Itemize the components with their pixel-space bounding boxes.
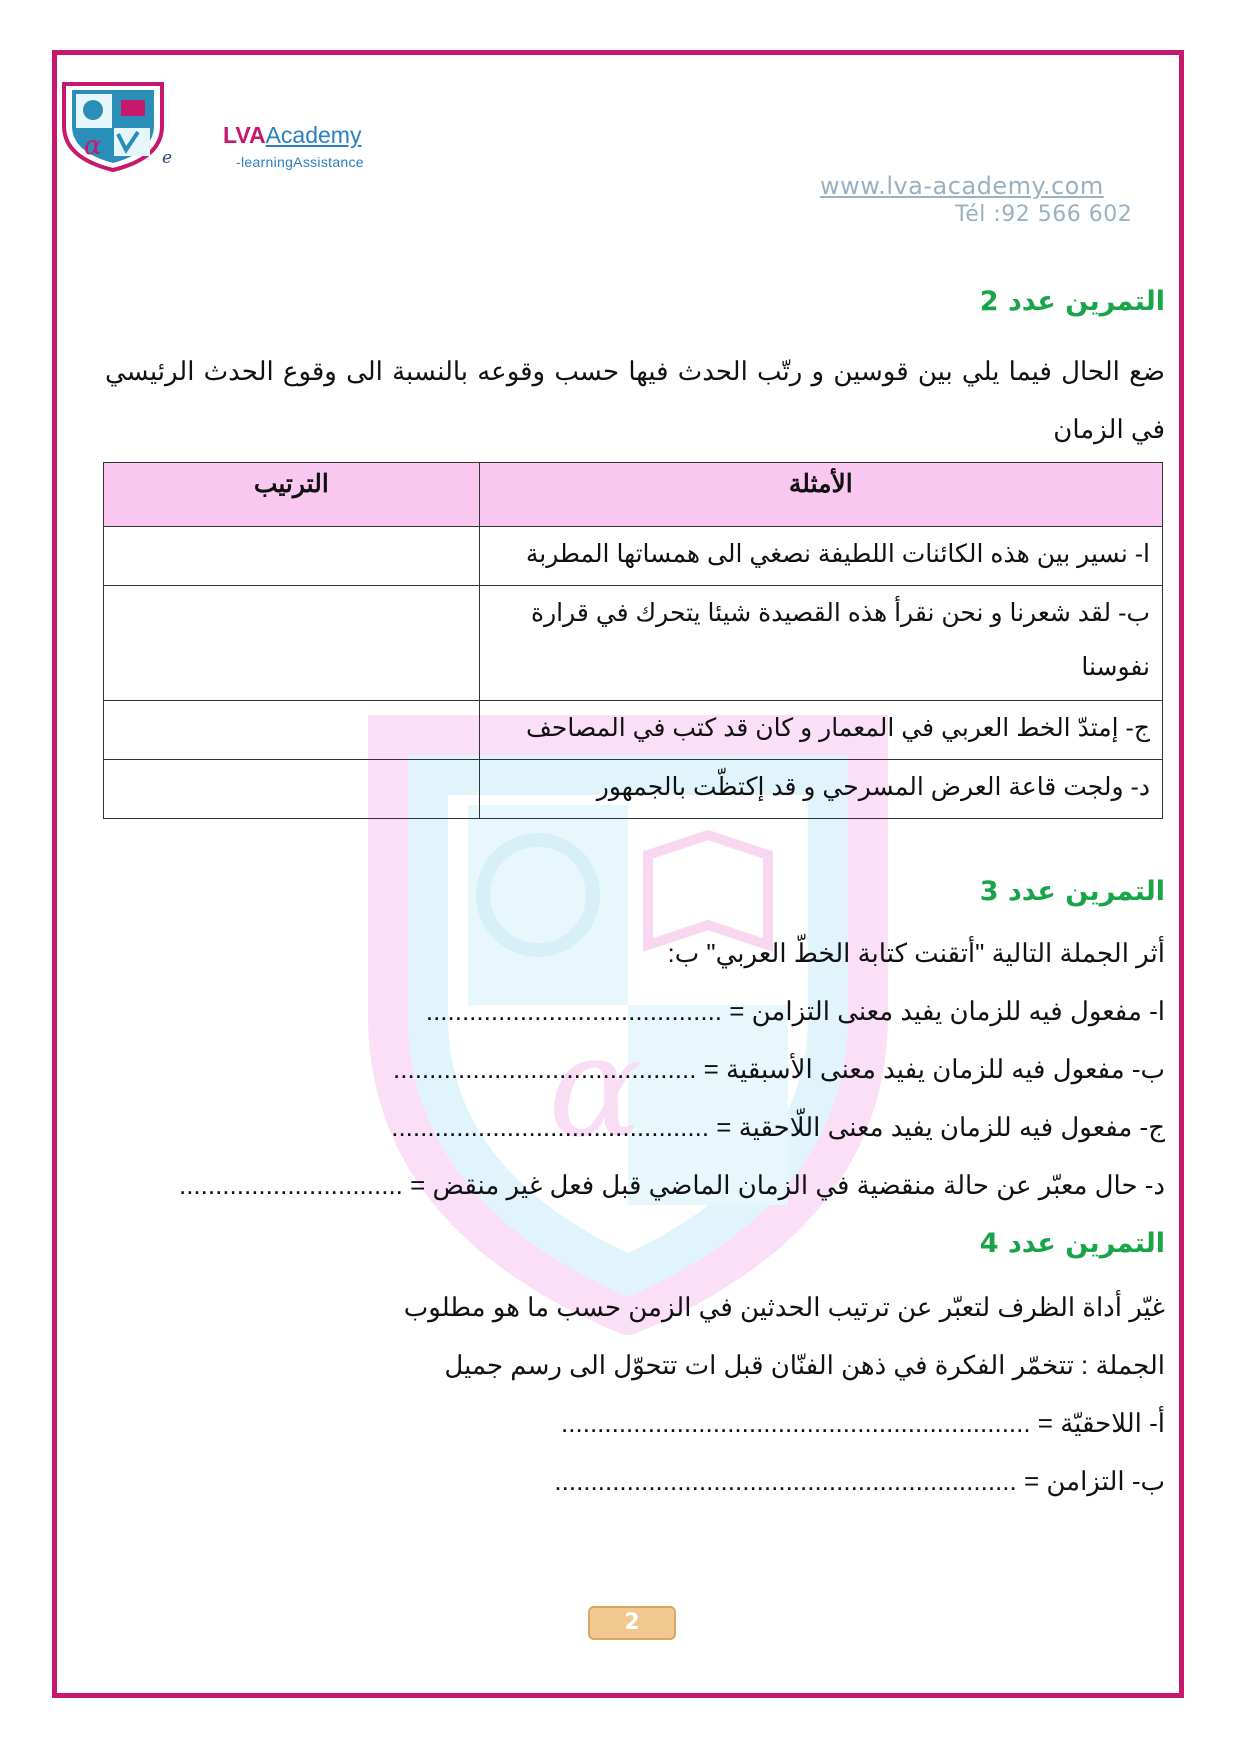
table-row xyxy=(104,527,1163,586)
example-c: ج- إمتدّ الخط العربي في المعمار و كان قد كتب في المصاحف xyxy=(526,714,1150,742)
exercise4-title: التمرين عدد 4 xyxy=(979,1228,1165,1259)
brand-lva: LVA xyxy=(223,122,266,148)
exercise4-item-a[interactable]: أ- اللاحقيّة = ................................................................. xyxy=(561,1408,1165,1438)
order-cell-d[interactable] xyxy=(104,760,480,819)
brand-subtitle: -learningAssistance xyxy=(236,154,364,170)
exercise2-title: التمرين عدد 2 xyxy=(979,286,1165,317)
exercise4-instruction: غيّر أداة الظرف لتعبّر عن ترتيب الحدثين في الزمن حسب ما هو مطلوب xyxy=(403,1292,1165,1322)
table-row xyxy=(104,701,1163,760)
exercise3-item-a[interactable]: ا- مفعول فيه للزمان يفيد معنى التزامن = ......................................... xyxy=(425,996,1165,1026)
exercise4-sentence: الجملة : تتخمّر الفكرة في ذهن الفنّان قبل ات تتحوّل الى رسم جميل xyxy=(444,1350,1165,1380)
table-row xyxy=(104,760,1163,819)
example-b: ب- لقد شعرنا و نحن نقرأ هذه القصيدة شيئا يتحرك في قرارة نفوسنا xyxy=(531,599,1150,681)
exercise4-item-b[interactable]: ب- التزامن = ................................................................ xyxy=(554,1466,1165,1496)
exercise3-item-c[interactable]: ج- مفعول فيه للزمان يفيد معنى اللّاحقية = ............................................ xyxy=(391,1112,1165,1142)
brand-academy[interactable]: Academy xyxy=(265,122,362,148)
brand-name xyxy=(223,122,361,149)
table-row xyxy=(104,586,1163,701)
order-cell-c[interactable] xyxy=(104,701,480,760)
order-cell-b[interactable] xyxy=(104,586,480,701)
phone-number: Tél :92 566 602 xyxy=(955,202,1133,227)
svg-text:α: α xyxy=(84,131,102,161)
page-number-badge: 2 xyxy=(588,1606,676,1640)
svg-text:α: α xyxy=(548,1006,643,1169)
table-header-order: الترتيب xyxy=(104,463,480,527)
example-d: د- ولجت قاعة العرض المسرحي و قد إكتظّت بالجمهور xyxy=(596,773,1150,801)
exercise2-table xyxy=(103,462,1163,819)
exercise3-title: التمرين عدد 3 xyxy=(979,876,1165,907)
order-cell-a[interactable] xyxy=(104,527,480,586)
table-header-examples: الأمثلة xyxy=(479,463,1162,527)
example-a: ا- نسير بين هذه الكائنات اللطيفة نصغي الى همساتها المطربة xyxy=(525,540,1150,568)
exercise2-instruction: ضع الحال فيما يلي بين قوسين و رتّب الحدث فيها حسب وقوعه بالنسبة الى وقوع الحدث الرئيسي في الزمان xyxy=(105,356,1165,444)
exercise3-item-b[interactable]: ب- مفعول فيه للزمان يفيد معنى الأسبقية = .......................................... xyxy=(393,1054,1165,1084)
exercise3-intro: أثر الجملة التالية "أتقنت كتابة الخطّ العربي" ب: xyxy=(667,938,1165,968)
website-link[interactable]: www.lva-academy.com xyxy=(820,172,1104,200)
exercise3-item-d[interactable]: د- حال معبّر عن حالة منقضية في الزمان الماضي قبل فعل غير منقض = ............................... xyxy=(178,1170,1165,1200)
lva-logo xyxy=(58,80,168,172)
logo-e-letter: e xyxy=(162,148,173,168)
